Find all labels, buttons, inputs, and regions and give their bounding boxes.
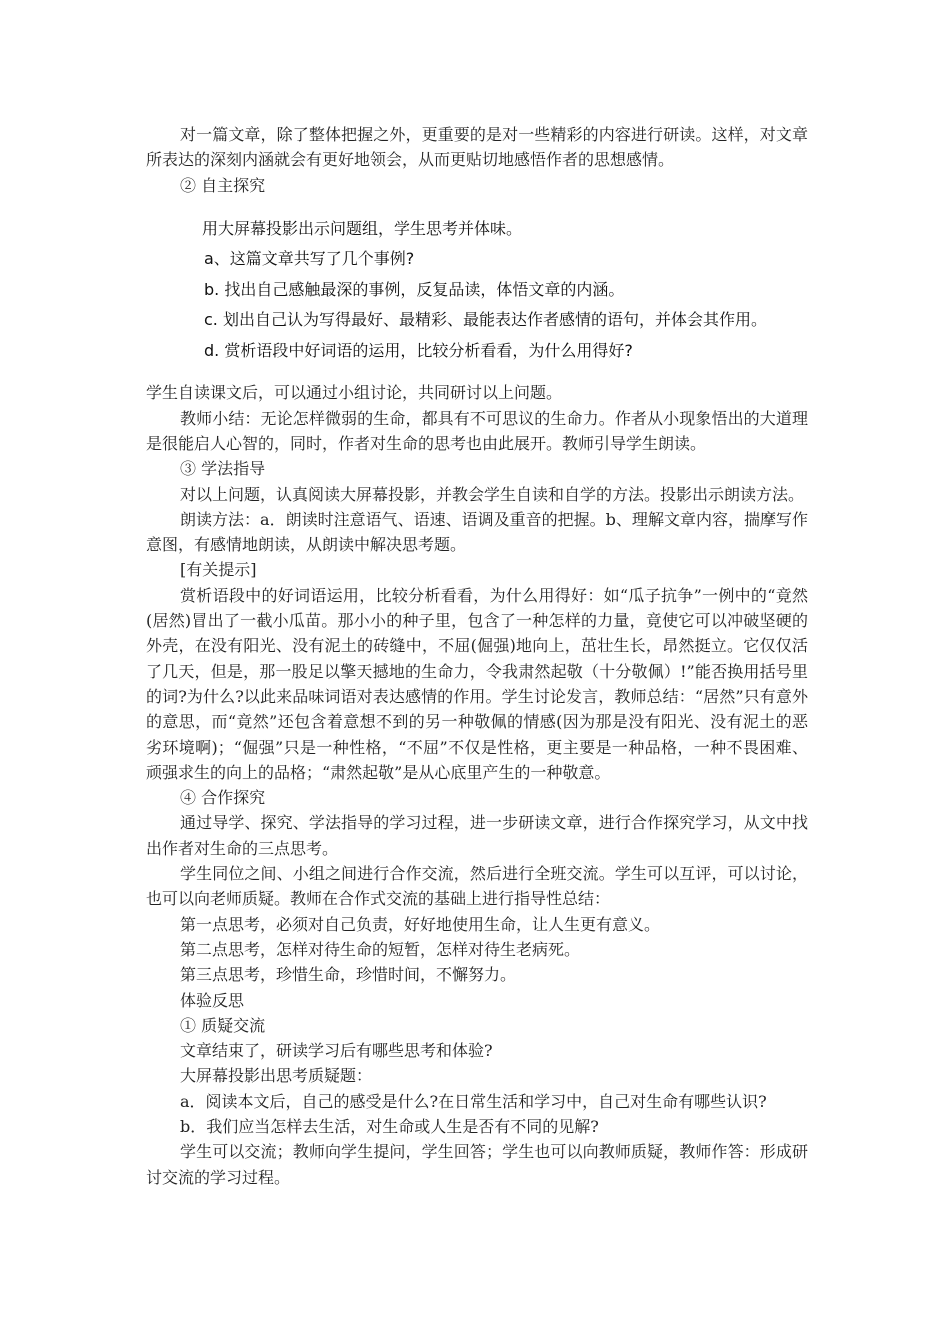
thought-item-1: 第一点思考，必须对自己负责，好好地使用生命，让人生更有意义。 [180, 914, 661, 934]
section-heading-zhiyi: ① 质疑交流 [180, 1015, 266, 1035]
zhiyi-paragraph-2: 大屏幕投影出思考质疑题： [180, 1066, 373, 1086]
projection-title: 用大屏幕投影出示问题组，学生思考并体味。 [202, 218, 523, 238]
projection-image [202, 214, 808, 367]
closing-paragraph: 学生可以交流；教师向学生提问，学生回答；学生也可以向教师质疑，教师作答：形成研讨交流的学习过程。 [146, 1142, 808, 1187]
section-heading-tiyan: 体验反思 [180, 990, 245, 1010]
projection-question-b: b. 找出自己感触最深的事例，反复品读，体悟文章的内涵。 [204, 279, 625, 299]
xuefa-paragraph-1: 对以上问题，认真阅读大屏幕投影，并教会学生自读和自学的方法。投影出示朗读方法。 [180, 484, 805, 504]
projection-question-c: c. 划出自己认为写得最好、最精彩、最能表达作者感情的语句，并体会其作用。 [204, 310, 767, 330]
section-heading-zizhu: ② 自主探究 [180, 175, 266, 195]
thought-item-2: 第二点思考，怎样对待生命的短暂，怎样对待生老病死。 [180, 939, 581, 959]
section-heading-xuefa: ③ 学法指导 [180, 459, 266, 479]
projection-question-d: d. 赏析语段中好词语的运用，比较分析看看，为什么用得好? [204, 340, 633, 360]
zhiyi-paragraph-1: 文章结束了，研读学习后有哪些思考和体验? [180, 1041, 493, 1061]
thought-item-3: 第三点思考，珍惜生命，珍惜时间，不懈努力。 [180, 965, 517, 985]
document-body [146, 122, 808, 1190]
hint-label: [有关提示] [180, 560, 257, 580]
after-projection-paragraph: 学生自读课文后，可以通过小组讨论，共同研讨以上问题。 [146, 383, 563, 403]
hezuo-paragraph-1: 通过导学、探究、学法指导的学习过程，进一步研读文章，进行合作探究学习，从文中找出作者对生命的三点思考。 [146, 813, 808, 858]
zhiyi-question-b: b．我们应当怎样去生活，对生命或人生是否有不同的见解? [180, 1117, 599, 1136]
zhiyi-question-a: a．阅读本文后，自己的感受是什么?在日常生活和学习中，自己对生命有哪些认识? [180, 1091, 767, 1111]
teacher-summary-paragraph: 教师小结：无论怎样微弱的生命，都具有不可思议的生命力。作者从小现象悟出的大道理是很能启人心智的，同时，作者对生命的思考也由此展开。教师引导学生朗读。 [146, 408, 808, 453]
intro-paragraph: 对一篇文章，除了整体把握之外，更重要的是对一些精彩的内容进行研读。这样，对文章所表达的深刻内涵就会有更好地领会，从而更贴切地感悟作者的思想感情。 [146, 125, 808, 170]
section-heading-hezuo: ④ 合作探究 [180, 788, 266, 808]
hezuo-paragraph-2: 学生同位之间、小组之间进行合作交流，然后进行全班交流。学生可以互评，可以讨论，也可以向老师质疑。教师在合作式交流的基础上进行指导性总结： [146, 864, 808, 909]
hint-body-paragraph: 赏析语段中的好词语运用，比较分析看看，为什么用得好：如“瓜子抗争”一例中的“竟然(居然)冒出了一截小瓜苗。那小小的种子里，包含了一种怎样的力量，竟使它可以冲破坚硬的外壳，在没有阳光、没有泥土的砖缝中，不屈(倔强)地向上，茁壮生长，昂然挺立。它仅仅活了几天，但是，那一股足以擎天撼地的生命力，令我肃然起敬（十分敬佩）!”能否换用括号里的词?为什么?以此来品味词语对表达感情的作用。学生讨论发言，教师总结：“居然”只有意外的意思，而“竟然”还包含着意想不到的另一种敬佩的情感(因为那是没有阳光、没有泥土的恶劣环境啊)；“倔强”只是一种性格，“不屈”不仅是性格，更主要是一种品格，一种不畏困难、顽强求生的向上的品格；“肃然起敬”是从心底里产生的一种敬意。 [146, 585, 808, 782]
projection-question-a: a、这篇文章共写了几个事例? [204, 249, 415, 269]
xuefa-paragraph-2: 朗读方法：a．朗读时注意语气、语速、语调及重音的把握。b、理解文章内容，揣摩写作意图，有感情地朗读，从朗读中解决思考题。 [146, 509, 808, 555]
